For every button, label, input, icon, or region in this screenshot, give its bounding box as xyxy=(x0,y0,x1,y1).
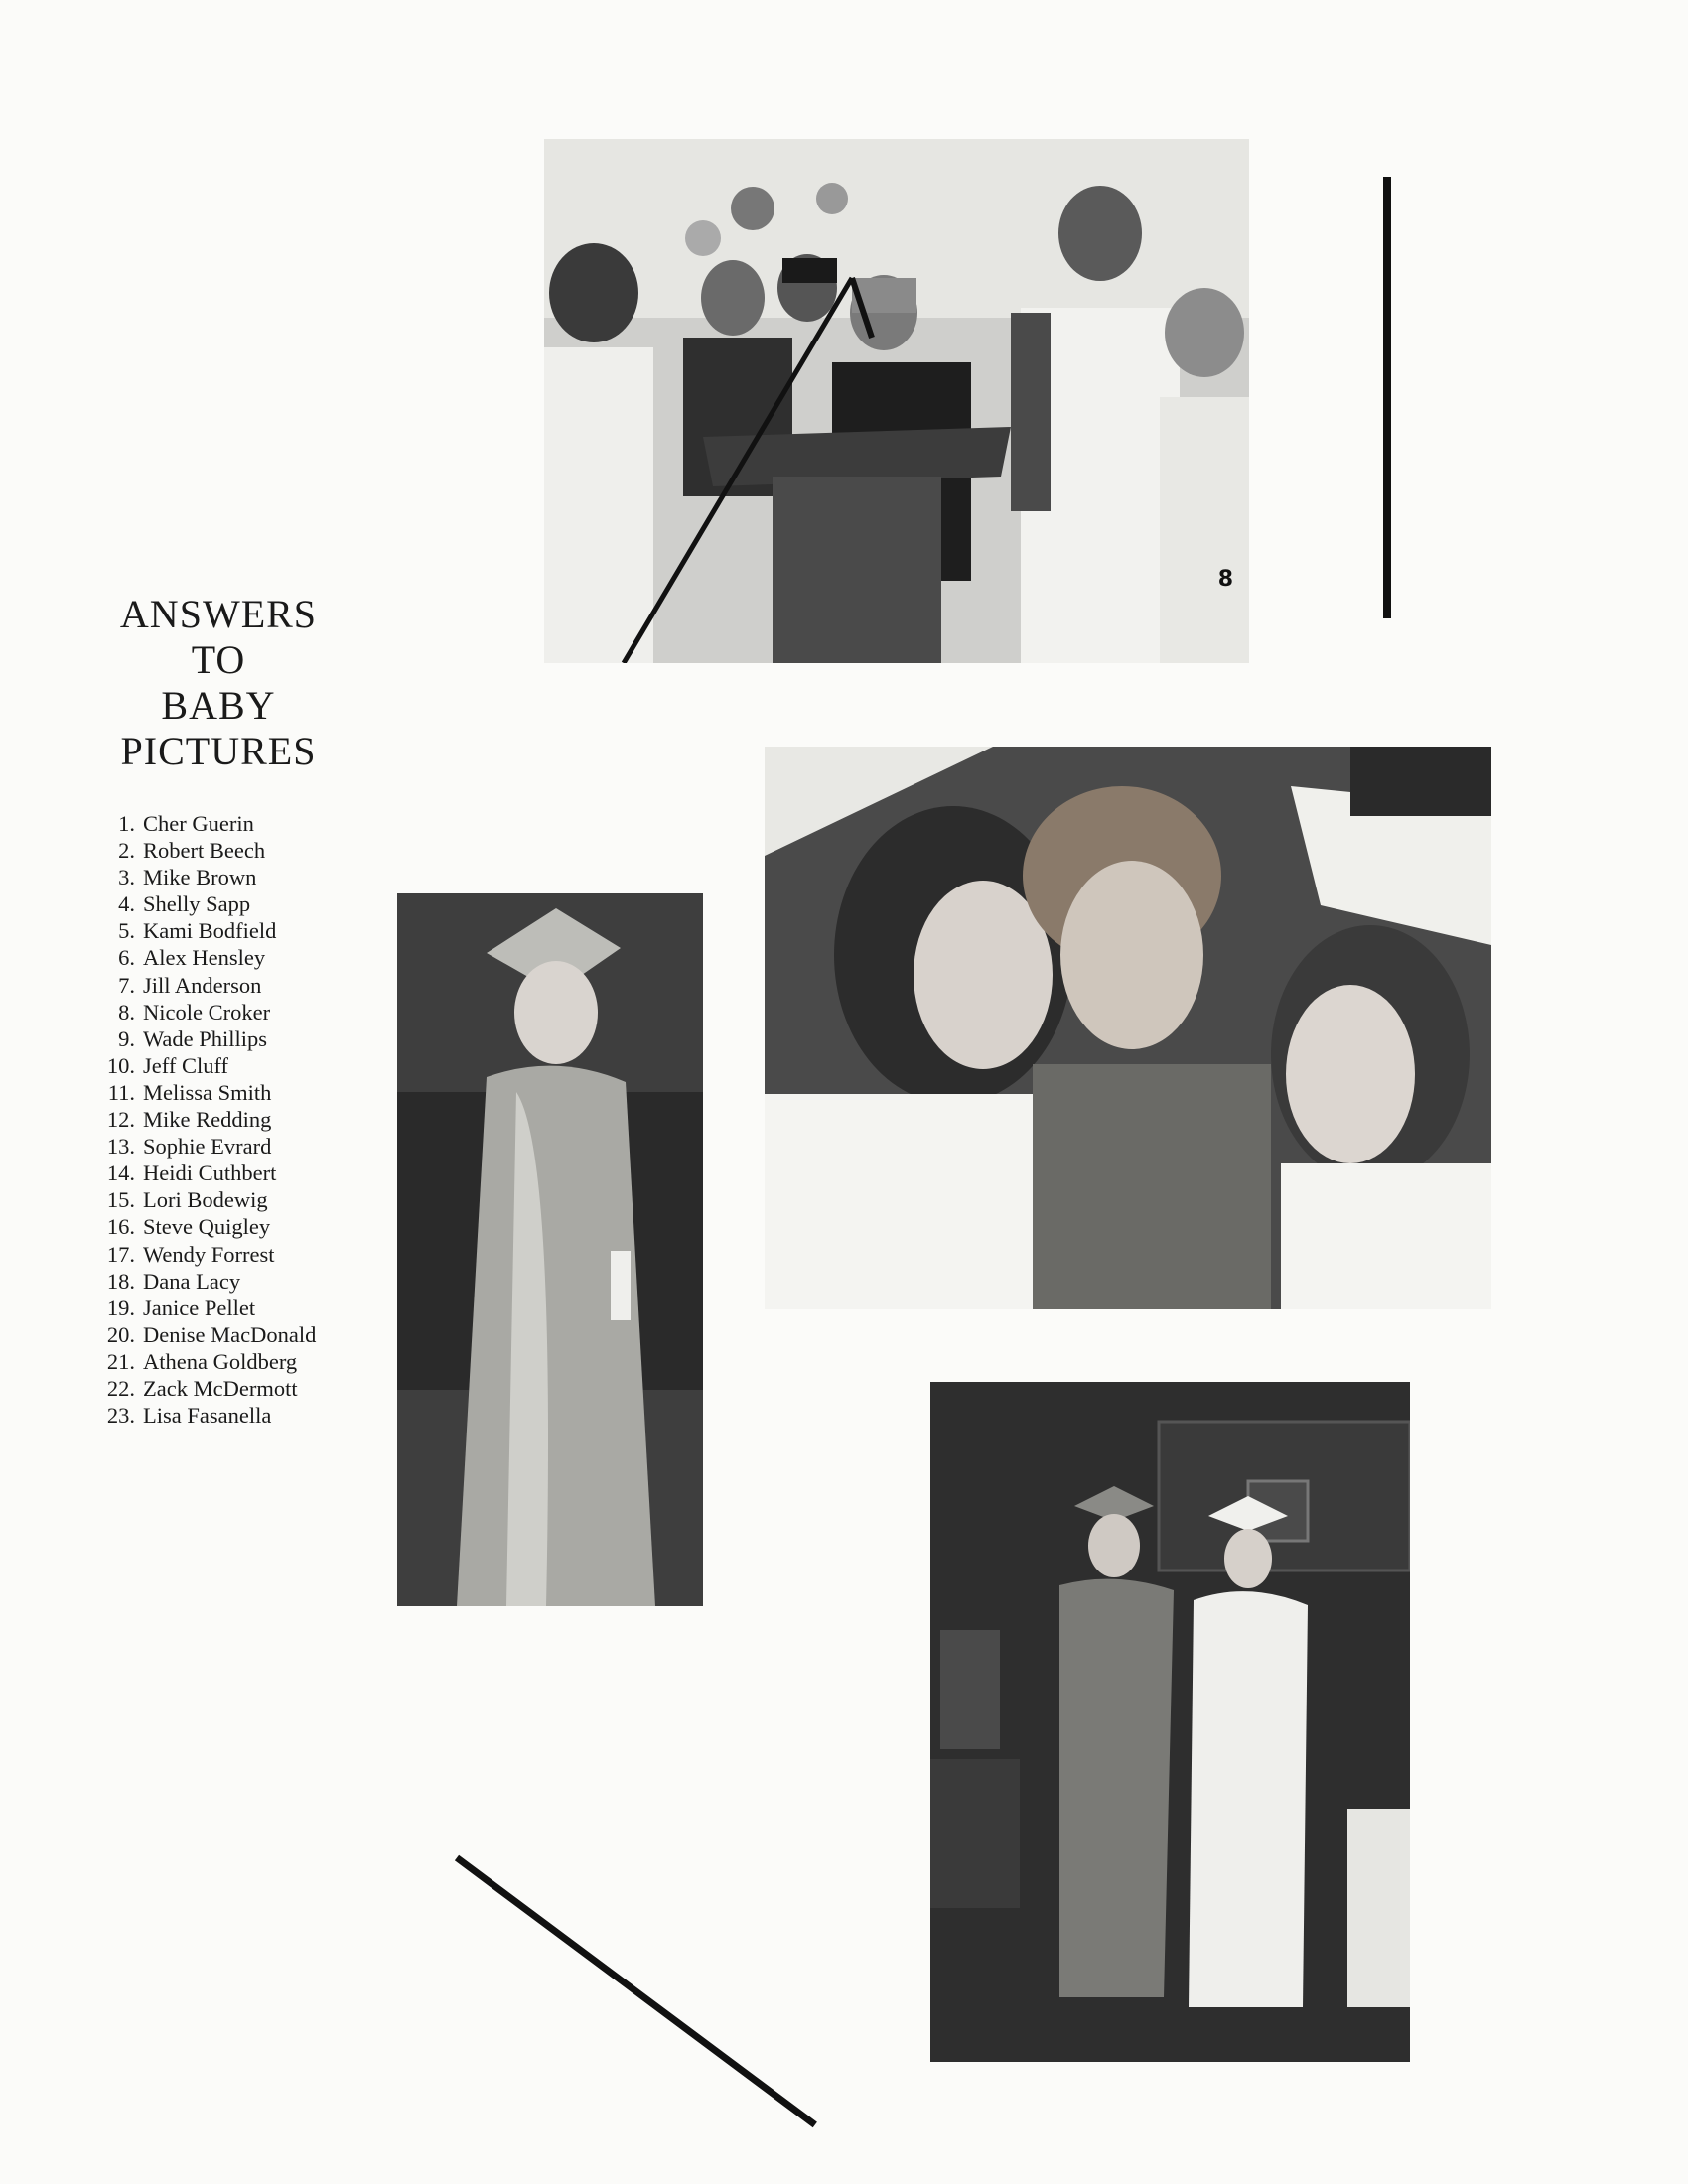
title-line: PICTURES xyxy=(120,729,317,773)
list-item xyxy=(91,1241,316,1268)
list-item-name: Nicole Croker xyxy=(143,999,271,1024)
list-item-number: 6. xyxy=(118,945,135,971)
list-item xyxy=(91,1402,316,1429)
list-item-name: Jill Anderson xyxy=(143,972,262,998)
list-item-name: Sophie Evrard xyxy=(143,1134,272,1160)
list-item-number: 10. xyxy=(106,1052,135,1078)
list-item-number: 18. xyxy=(106,1268,135,1294)
list-item-number: 8. xyxy=(118,999,135,1024)
list-item-number: 7. xyxy=(118,972,135,998)
list-item-number: 3. xyxy=(118,865,135,890)
list-item xyxy=(91,999,316,1025)
photo-graduate-with-diploma xyxy=(397,893,703,1606)
list-item-name: Robert Beech xyxy=(143,838,266,864)
page-title xyxy=(60,592,377,774)
answers-list xyxy=(91,810,316,1429)
list-item xyxy=(91,1375,316,1402)
list-item-number: 15. xyxy=(106,1187,135,1213)
list-item xyxy=(91,864,316,890)
list-item-name: Wendy Forrest xyxy=(143,1241,275,1267)
list-item-name: Zack McDermott xyxy=(143,1375,298,1401)
podium-scene-illustration xyxy=(544,139,1249,663)
list-item-name: Mike Redding xyxy=(143,1107,272,1133)
list-item-name: Melissa Smith xyxy=(143,1079,272,1105)
list-item-name: Shelly Sapp xyxy=(143,891,251,917)
list-item xyxy=(91,1106,316,1133)
list-item xyxy=(91,1079,316,1106)
list-item-number: 22. xyxy=(106,1375,135,1401)
photo-number-label: 8 xyxy=(1217,567,1233,592)
title-line: ANSWERS xyxy=(119,592,318,636)
list-item-number: 9. xyxy=(118,1025,135,1051)
list-item xyxy=(91,972,316,999)
list-item-number: 14. xyxy=(106,1160,135,1186)
list-item xyxy=(91,1268,316,1295)
list-item-number: 5. xyxy=(118,918,135,944)
list-item-name: Cher Guerin xyxy=(143,811,254,836)
list-item xyxy=(91,944,316,971)
list-item-number: 13. xyxy=(106,1134,135,1160)
list-item xyxy=(91,1133,316,1160)
vertical-rule xyxy=(1383,177,1391,618)
title-line: BABY xyxy=(161,683,276,728)
list-item-number: 17. xyxy=(106,1241,135,1267)
list-item-number: 20. xyxy=(106,1321,135,1347)
list-item-name: Alex Hensley xyxy=(143,945,266,971)
title-line: TO xyxy=(191,637,246,682)
list-item-name: Janice Pellet xyxy=(143,1295,256,1320)
list-item-name: Denise MacDonald xyxy=(143,1321,317,1347)
list-item-name: Jeff Cluff xyxy=(143,1052,229,1078)
list-item xyxy=(91,1321,316,1348)
list-item xyxy=(91,837,316,864)
list-item-number: 4. xyxy=(118,891,135,917)
list-item xyxy=(91,890,316,917)
graduate-with-diploma-illustration xyxy=(397,893,703,1606)
list-item xyxy=(91,1348,316,1375)
list-item-name: Wade Phillips xyxy=(143,1025,268,1051)
list-item-name: Steve Quigley xyxy=(143,1214,271,1240)
list-item-number: 23. xyxy=(106,1403,135,1429)
list-item xyxy=(91,1025,316,1052)
photo-students-at-podium xyxy=(544,139,1249,663)
list-item xyxy=(91,1295,316,1321)
list-item xyxy=(91,1052,316,1079)
list-item xyxy=(91,1186,316,1213)
list-item-number: 2. xyxy=(118,838,135,864)
list-item-number: 12. xyxy=(106,1107,135,1133)
photo-graduates-walking xyxy=(930,1382,1410,2062)
list-item-number: 11. xyxy=(107,1079,135,1105)
list-item xyxy=(91,1160,316,1186)
list-item-name: Heidi Cuthbert xyxy=(143,1160,277,1186)
list-item-name: Dana Lacy xyxy=(143,1268,241,1294)
list-item-number: 21. xyxy=(106,1348,135,1374)
graduates-walking-illustration xyxy=(930,1382,1410,2062)
list-item-name: Athena Goldberg xyxy=(143,1348,298,1374)
list-item xyxy=(91,1213,316,1240)
list-item-name: Kami Bodfield xyxy=(143,918,277,944)
list-item-number: 19. xyxy=(106,1295,135,1320)
list-item-name: Lisa Fasanella xyxy=(143,1403,272,1429)
list-item-name: Mike Brown xyxy=(143,865,257,890)
list-item-number: 16. xyxy=(106,1214,135,1240)
list-item-name: Lori Bodewig xyxy=(143,1187,268,1213)
list-item xyxy=(91,810,316,837)
photo-three-graduates xyxy=(765,747,1491,1309)
list-item xyxy=(91,917,316,944)
list-item-number: 1. xyxy=(118,811,135,836)
diagonal-rule xyxy=(455,1855,817,2128)
three-graduates-illustration xyxy=(765,747,1491,1309)
